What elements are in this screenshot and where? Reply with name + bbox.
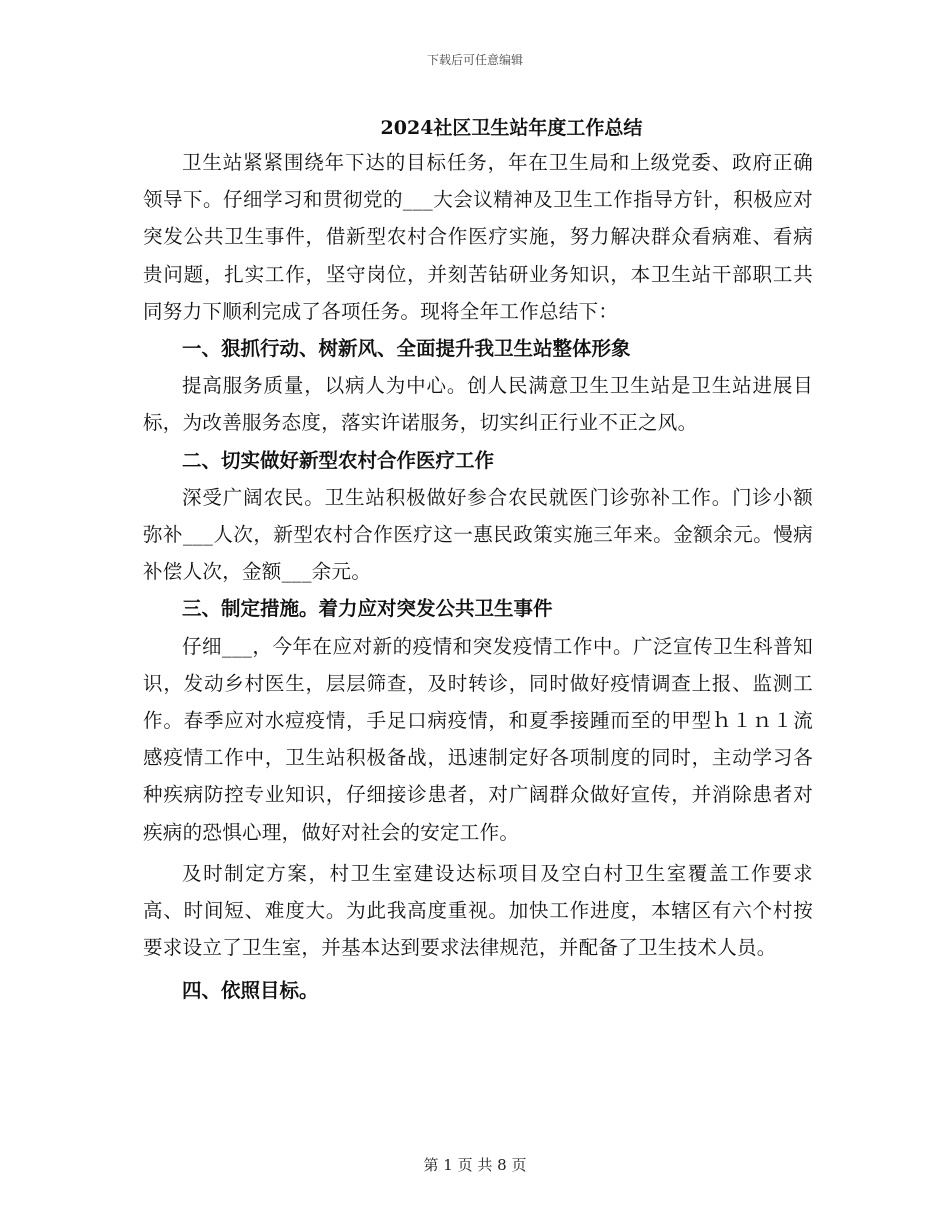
section-3-paragraph-1: 仔细___，今年在应对新的疫情和突发疫情工作中。广泛宣传卫生科普知识，发动乡村医生，层层筛查，及时转诊，同时做好疫情调查上报、监测工作。春季应对水痘疫情，手足口病疫情，和夏季接踵而至的甲型ｈ１ｎ１流感疫情工作中，卫生站积极备战，迅速制定好各项制度的同时，主动学习各种疾病防控专业知识，仔细接诊患者，对广阔群众做好宣传，并消除患者对疾病的恐惧心理，做好对社会的安定工作。 [143,634,813,844]
section-heading-3: 三、制定措施。着力应对突发公共卫生事件 [182,597,553,621]
page-footer-pagination: 第 1 页 共 8 页 [423,1156,527,1174]
section-1-paragraph-1: 提高服务质量，以病人为中心。创人民满意卫生卫生站是卫生站进展目标，为改善服务态度，落实许诺服务，切实纠正行业不正之风。 [143,374,813,435]
section-3-paragraph-2: 及时制定方案，村卫生室建设达标项目及空白村卫生室覆盖工作要求高、时间短、难度大。为此我高度重视。加快工作进度，本辖区有六个村按要求设立了卫生室，并基本达到要求法律规范，并配备了卫生技术人员。 [143,861,813,960]
document-title: 2024社区卫生站年度工作总结 [380,117,643,139]
section-heading-2: 二、切实做好新型农村合作医疗工作 [182,448,495,472]
document-body [143,112,813,1010]
section-2-paragraph-1: 深受广阔农民。卫生站积极做好参合农民就医门诊弥补工作。门诊小额弥补___人次，新型农村合作医疗这一惠民政策实施三年来。金额余元。慢病补偿人次，金额___余元。 [143,485,813,584]
section-heading-4: 四、依照目标。 [182,979,319,1003]
intro-paragraph: 卫生站紧紧围绕年下达的目标任务，年在卫生局和上级党委、政府正确领导下。仔细学习和贯彻党的___大会议精神及卫生工作指导方针，积极应对突发公共卫生事件，借新型农村合作医疗实施，努力解决群众看病难、看病贵问题，扎实工作，坚守岗位，并刻苦钻研业务知识，本卫生站干部职工共同努力下顺利完成了各项任务。现将全年工作总结下： [143,151,813,323]
section-heading-1: 一、狠抓行动、树新风、全面提升我卫生站整体形象 [182,337,631,361]
page-header-note: 下载后可任意编辑 [426,53,523,67]
